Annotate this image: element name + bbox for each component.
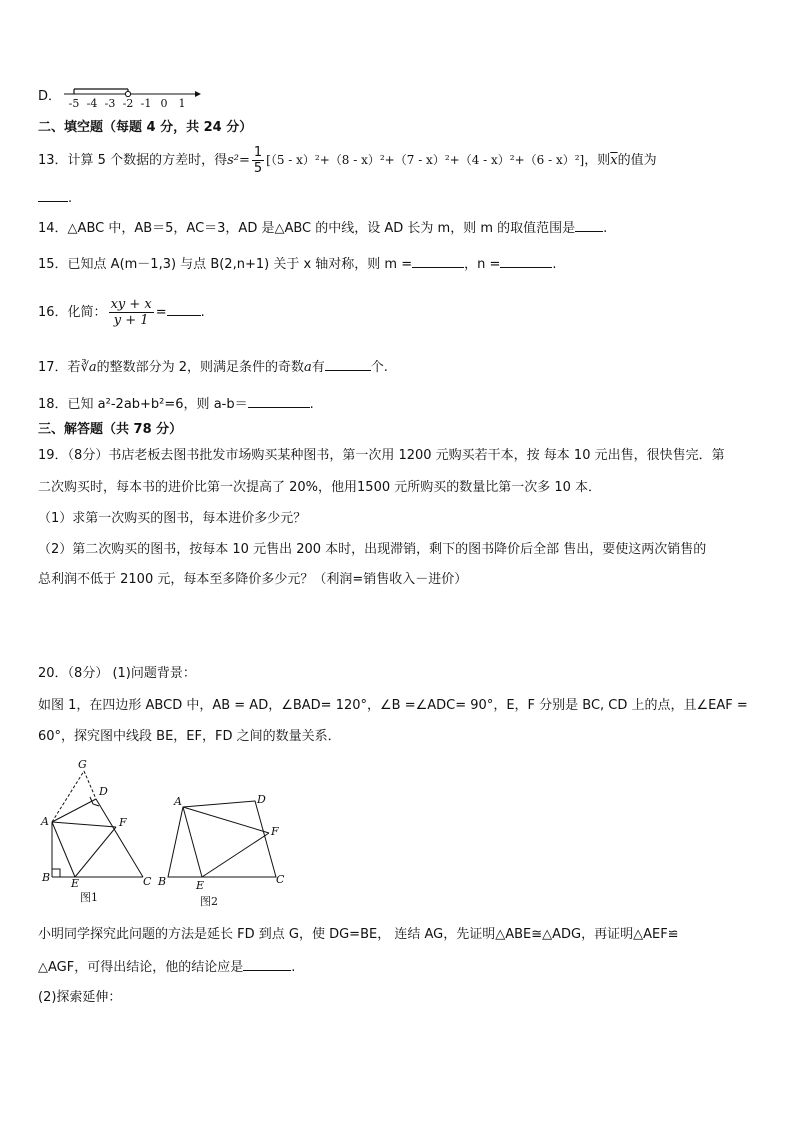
q20-line3: 小明同学探究此问题的方法是延长 FD 到点 G，使 DG=BE， 连结 AG，先证明△ABE≅△ADG，再证明△AEF≌ [38,927,679,942]
fig1-label-f: F [119,816,127,829]
number-line-tick-label: -5 [68,97,80,110]
question-14: 14．△ABC 中，AB＝5，AC＝3，AD 是△ABC 的中线，设 AD 长为 m，则 m 的取值范围是 . [38,221,608,236]
number-line-tick-label: 1 [178,97,186,110]
q20-figures [30,755,300,915]
fig1-label-a: A [41,815,49,828]
q15-m-blank[interactable] [412,255,464,268]
q13-fraction: $\frac{1}{5}$ [253,145,263,176]
q16-fraction: $\frac{xy + x}{y + 1}$ [110,297,152,328]
option-d [38,88,61,106]
question-18: 18．已知 a²-2ab+b²=6，则 a-b＝ . [38,397,314,412]
fig1-label-g: G [78,758,87,771]
q19-sub2b: 总利润不低于 2100 元，每本至多降价多少元？（利润=销售收入－进价） [38,572,468,587]
fig2-caption: 图2 [200,895,218,908]
q19-sub1: （1）求第一次购买的图书，每本进价多少元？ [38,511,307,526]
number-line-tick-label: -4 [86,97,98,110]
q15-n-blank[interactable] [500,255,552,268]
fig1-label-b: B [42,871,51,884]
number-line [60,82,205,112]
section2-title: 二、填空题（每题 4 分，共 24 分） [38,120,253,135]
fig1-caption: 图1 [80,891,98,904]
q18-answer-blank[interactable] [248,395,310,408]
option-d-label: D． [38,89,62,104]
figure-2 [168,801,276,877]
fig1-label-c: C [143,875,152,888]
fig2-label-d: D [257,793,266,806]
question-13: 13．计算 5 个数据的方差时，得s²= $\frac{1}{5}$ [（5 - x）²+（8 - x）²+（7 - x）²+（4 - x）²+（6 - x）²]，则$\overline{x}$的值为 [38,145,657,176]
q19-line1: 19．（8分）书店老板去图书批发市场购买某种图书，第一次用 1200 元购买若干本，按 每本 10 元出售，很快售完．第 [38,448,725,463]
q17-answer-blank[interactable] [325,358,371,371]
fig2-label-c: C [276,873,285,886]
question-16: 16．化简： $\frac{xy + x}{y + 1}$ = . [38,297,205,328]
q20-head: 20．（8分） (1)问题背景： [38,666,196,681]
number-line-tick-label: 0 [160,97,168,110]
q20-answer-blank[interactable] [243,958,291,971]
number-line-tick-label: -2 [122,97,134,110]
number-line-tick-label: -3 [104,97,116,110]
question-17: 17．若∛a的整数部分为 2，则满足条件的奇数a有 个. [38,360,388,375]
q19-sub2a: （2）第二次购买的图书，按每本 10 元售出 200 本时，出现滞销，剩下的图书降价后全部 售出，要使这两次销售的 [38,542,707,557]
fig2-label-e: E [196,879,205,892]
q20-sub2: (2)探索延伸： [38,990,122,1005]
section3-title: 三、解答题（共 78 分） [38,422,183,437]
figure-1 [52,771,143,877]
q20-line4: △AGF，可得出结论，他的结论应是 . [38,960,296,975]
q19-line2: 二次购买时，每本书的进价比第一次提高了 20%，他用1500 元所购买的数量比第一次多 10 本． [38,480,602,495]
q20-line2: 60°，探究图中线段 BE，EF，FD 之间的数量关系． [38,729,341,744]
number-line-tick-label: -1 [140,97,152,110]
q14-answer-blank[interactable] [575,219,603,232]
question-15: 15．已知点 A(m－1,3) 与点 B(2,n+1) 关于 x 轴对称，则 m = ，n = . [38,257,557,272]
fig2-label-a: A [174,795,182,808]
q20-line1: 如图 1，在四边形 ABCD 中，AB = AD，∠BAD= 120°，∠B =∠ADC= 90°，E，F 分别是 BC, CD 上的点，且∠EAF = [38,698,748,713]
fig1-label-e: E [71,877,80,890]
q13-answer-blank[interactable] [38,189,68,202]
q16-answer-blank[interactable] [167,303,201,316]
number-line-open-point [125,91,130,96]
fig2-label-b: B [158,875,167,888]
q17-cube-root: ∛a [80,360,97,375]
fig2-label-f: F [271,825,279,838]
fig1-label-d: D [99,785,108,798]
q13-answer-line: . [38,189,72,208]
